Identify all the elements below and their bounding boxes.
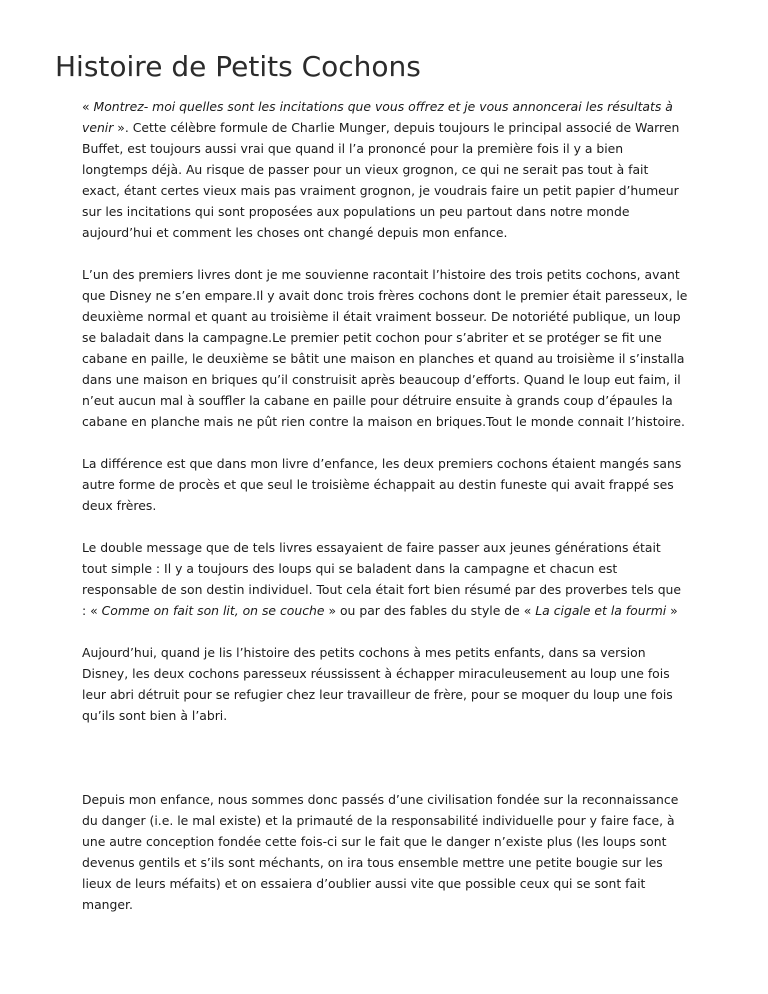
paragraph-three-little-pigs: L’un des premiers livres dont je me souvienne racontait l’histoire des trois petits cochons, avant que Disney ne s’en empare.Il y avait donc trois frères cochons dont le premier était paresseux, le deuxième normal et quant au troisième il était vraiment bosseur. De notoriété publique, un loup se baladait dans la campagne.Le premier petit cochon pour s’abriter et se protéger se fit une cabane en paille, le deuxième se bâtit une maison en planches et quand au troisième il s’installa dans une maison en briques qu’il construisit après beaucoup d’efforts. Quand le loup eut faim, il n’eut aucun mal à souffler la cabane en paille pour détruire ensuite à grands coup d’épaules la cabane en planche mais ne pût rien contre la maison en briques.Tout le monde connait l’histoire.	[82, 267, 688, 429]
page-title: Histoire de Petits Cochons	[55, 50, 421, 83]
paragraph-civilisation: Depuis mon enfance, nous sommes donc passés d’une civilisation fondée sur la reconnaissance du danger (i.e. le mal existe) et la primauté de la responsabilité individuelle pour y faire face, à une autre conception fondée cette fois-ci sur le fait que le danger n’existe plus (les loups sont devenus gentils et s’ils sont méchants, on ira tous ensemble mettre une petite bougie sur les lieux de leurs méfaits) et on essaiera d’oublier aussi vite que possible ceux qui se sont fait manger.	[82, 792, 679, 912]
paragraph-difference: La différence est que dans mon livre d’enfance, les deux premiers cochons étaient mangés sans autre forme de procès et que seul le troisième échappait au destin funeste qui avait frappé ses deux frères.	[82, 456, 682, 513]
paragraph-double-message	[82, 537, 688, 621]
article-body	[82, 96, 688, 936]
paragraph-intro-text: ». Cette célèbre formule de Charlie Munger, depuis toujours le principal associé de Warren Buffet, est toujours aussi vrai que quand il l’a prononcé pour la première fois il y a bien longtemps déjà. Au risque de passer pour un vieux grognon, ce qui ne serait pas tout à fait exact, étant certes vieux mais pas vraiment grognon, je voudrais faire un petit papier d’humeur sur les incitations qui sont proposées aux populations un peu partout dans notre monde aujourd’hui et comment les choses ont changé depuis mon enfance.	[82, 120, 680, 240]
paragraph-disney-version: Aujourd’hui, quand je lis l’histoire des petits cochons à mes petits enfants, dans sa version Disney, les deux cochons paresseux réussissent à échapper miraculeusement au loup une fois leur abri détruit pour se refugier chez leur travailleur de frère, pour se moquer du loup une fois qu’ils sont bien à l’abri.	[82, 645, 673, 723]
paragraph-double-message-mid: » ou par des fables du style de «	[324, 603, 536, 618]
munger-quote: Montrez- moi quelles sont les incitations que vous offrez et je vous annoncerai les résultats à venir	[82, 99, 673, 135]
proverb-quote: Comme on fait son lit, on se couche	[101, 603, 325, 618]
fable-title: La cigale et la fourmi	[535, 603, 667, 618]
paragraph-intro	[82, 96, 688, 243]
paragraph-double-message-end: »	[666, 603, 678, 618]
quote-open-mark: «	[82, 99, 94, 114]
blank-spacer	[82, 747, 688, 768]
paragraph-double-message-text: Le double message que de tels livres essayaient de faire passer aux jeunes générations était tout simple : Il y a toujours des loups qui se baladent dans la campagne et chacun est responsable de son destin individuel. Tout cela était fort bien résumé par des proverbes tels que : «	[82, 540, 682, 618]
